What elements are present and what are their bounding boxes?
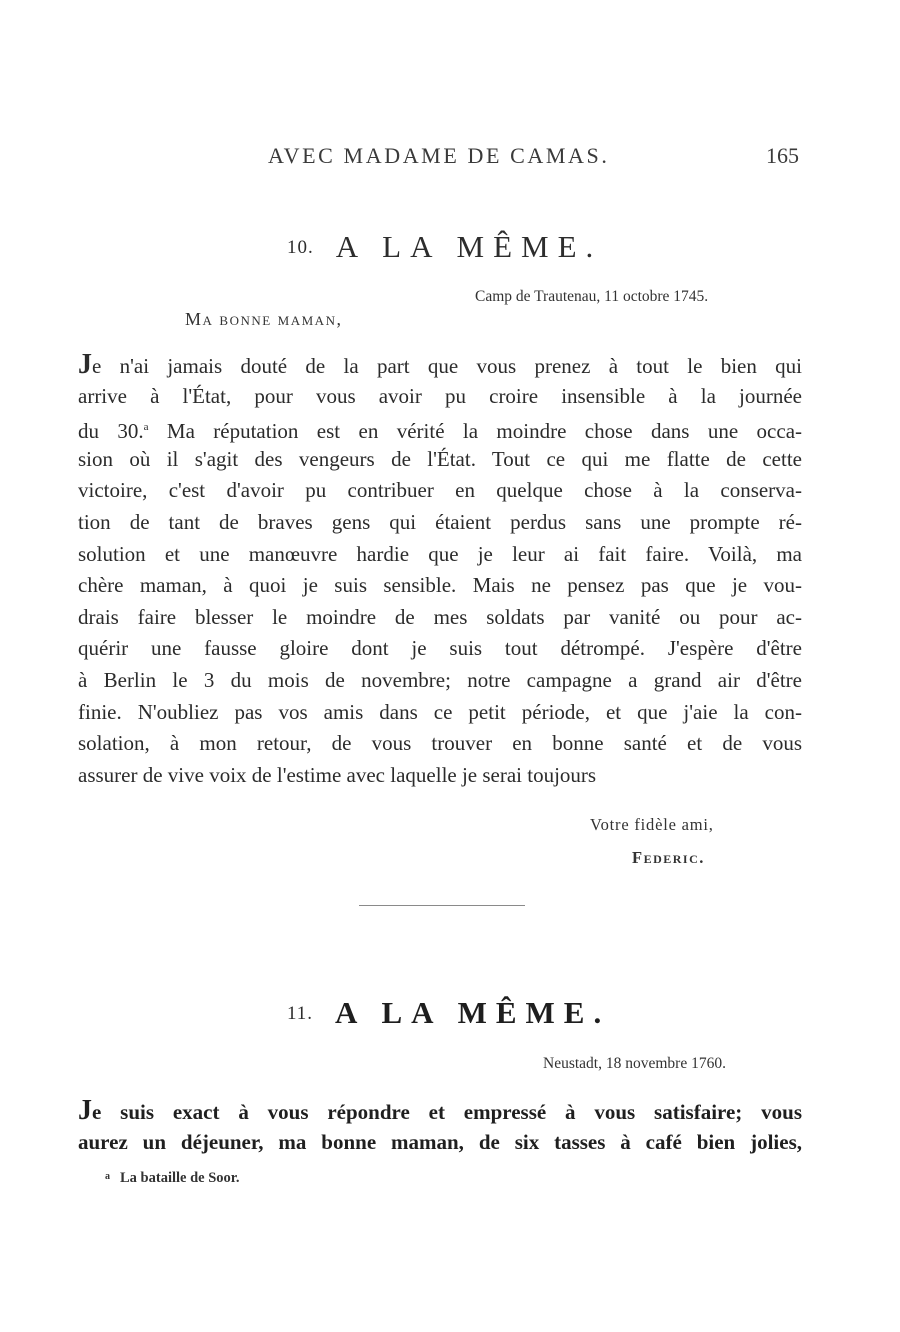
signature: Federic. bbox=[632, 848, 705, 867]
body-line: tion de tant de braves gens qui étaient perdus sans une prompte ré- bbox=[78, 509, 802, 534]
body-line: aurez un déjeuner, ma bonne maman, de six tasses à café bien jolies, bbox=[78, 1129, 802, 1154]
drop-letter: J bbox=[78, 1095, 92, 1126]
body-line: sion où il s'agit des vengeurs de l'État. Tout ce qui me flatte de cette bbox=[78, 446, 802, 471]
body-line: Je n'ai jamais douté de la part que vous prenez à tout le bien qui bbox=[78, 349, 802, 380]
body-line: solation, à mon retour, de vous trouver en bonne santé et de vous bbox=[78, 731, 802, 756]
letter-title: A LA MÊME. bbox=[335, 229, 603, 264]
letter-body bbox=[78, 349, 802, 791]
page-number: 165 bbox=[766, 143, 799, 168]
footnote-text: La bataille de Soor. bbox=[120, 1170, 240, 1186]
body-line: finie. N'oubliez pas vos amis dans ce petit période, et que j'aie la con- bbox=[78, 699, 802, 724]
letter-number: 10. bbox=[287, 237, 314, 258]
footnote bbox=[105, 1170, 240, 1187]
body-line: drais faire blesser le moindre de mes soldats par vanité ou pour ac- bbox=[78, 604, 802, 629]
body-line: solution et une manœuvre hardie que je leur ai fait faire. Voilà, ma bbox=[78, 541, 802, 566]
letter-number: 11. bbox=[287, 1003, 314, 1024]
drop-letter: J bbox=[78, 349, 92, 380]
body-line: du 30.$^a$ Ma réputation est en vérité la moindre chose dans une occa- bbox=[78, 419, 803, 444]
closing: Votre fidèle ami, bbox=[590, 815, 714, 834]
letter-heading bbox=[287, 995, 610, 1031]
letter-body bbox=[78, 1095, 802, 1158]
letter-dateline: Camp de Trautenau, 11 octobre 1745. bbox=[475, 288, 709, 305]
letter-heading bbox=[287, 229, 602, 265]
salutation: Ma bonne maman, bbox=[185, 309, 343, 329]
section-divider bbox=[359, 905, 525, 906]
body-line: assurer de vive voix de l'estime avec laquelle je serai toujours bbox=[78, 762, 597, 787]
letter-dateline: Neustadt, 18 novembre 1760. bbox=[543, 1055, 726, 1072]
body-line: arrive à l'État, pour vous avoir pu croire insensible à la journée bbox=[78, 383, 802, 408]
body-line: à Berlin le 3 du mois de novembre; notre campagne a grand air d'être bbox=[78, 667, 802, 692]
body-line: victoire, c'est d'avoir pu contribuer en quelque chose à la conserva- bbox=[78, 478, 802, 503]
body-line: Je suis exact à vous répondre et empressé à vous satisfaire; vous bbox=[78, 1095, 802, 1126]
letter-title: A LA MÊME. bbox=[335, 995, 611, 1030]
body-line: quérir une fausse gloire dont je suis tout détrompé. J'espère d'être bbox=[78, 636, 802, 661]
footnote-mark: a bbox=[105, 1171, 110, 1182]
body-line: chère maman, à quoi je suis sensible. Mais ne pensez pas que je vou- bbox=[78, 573, 802, 598]
running-header-title: AVEC MADAME DE CAMAS. bbox=[268, 143, 610, 168]
footnote-ref[interactable]: a bbox=[143, 421, 149, 434]
